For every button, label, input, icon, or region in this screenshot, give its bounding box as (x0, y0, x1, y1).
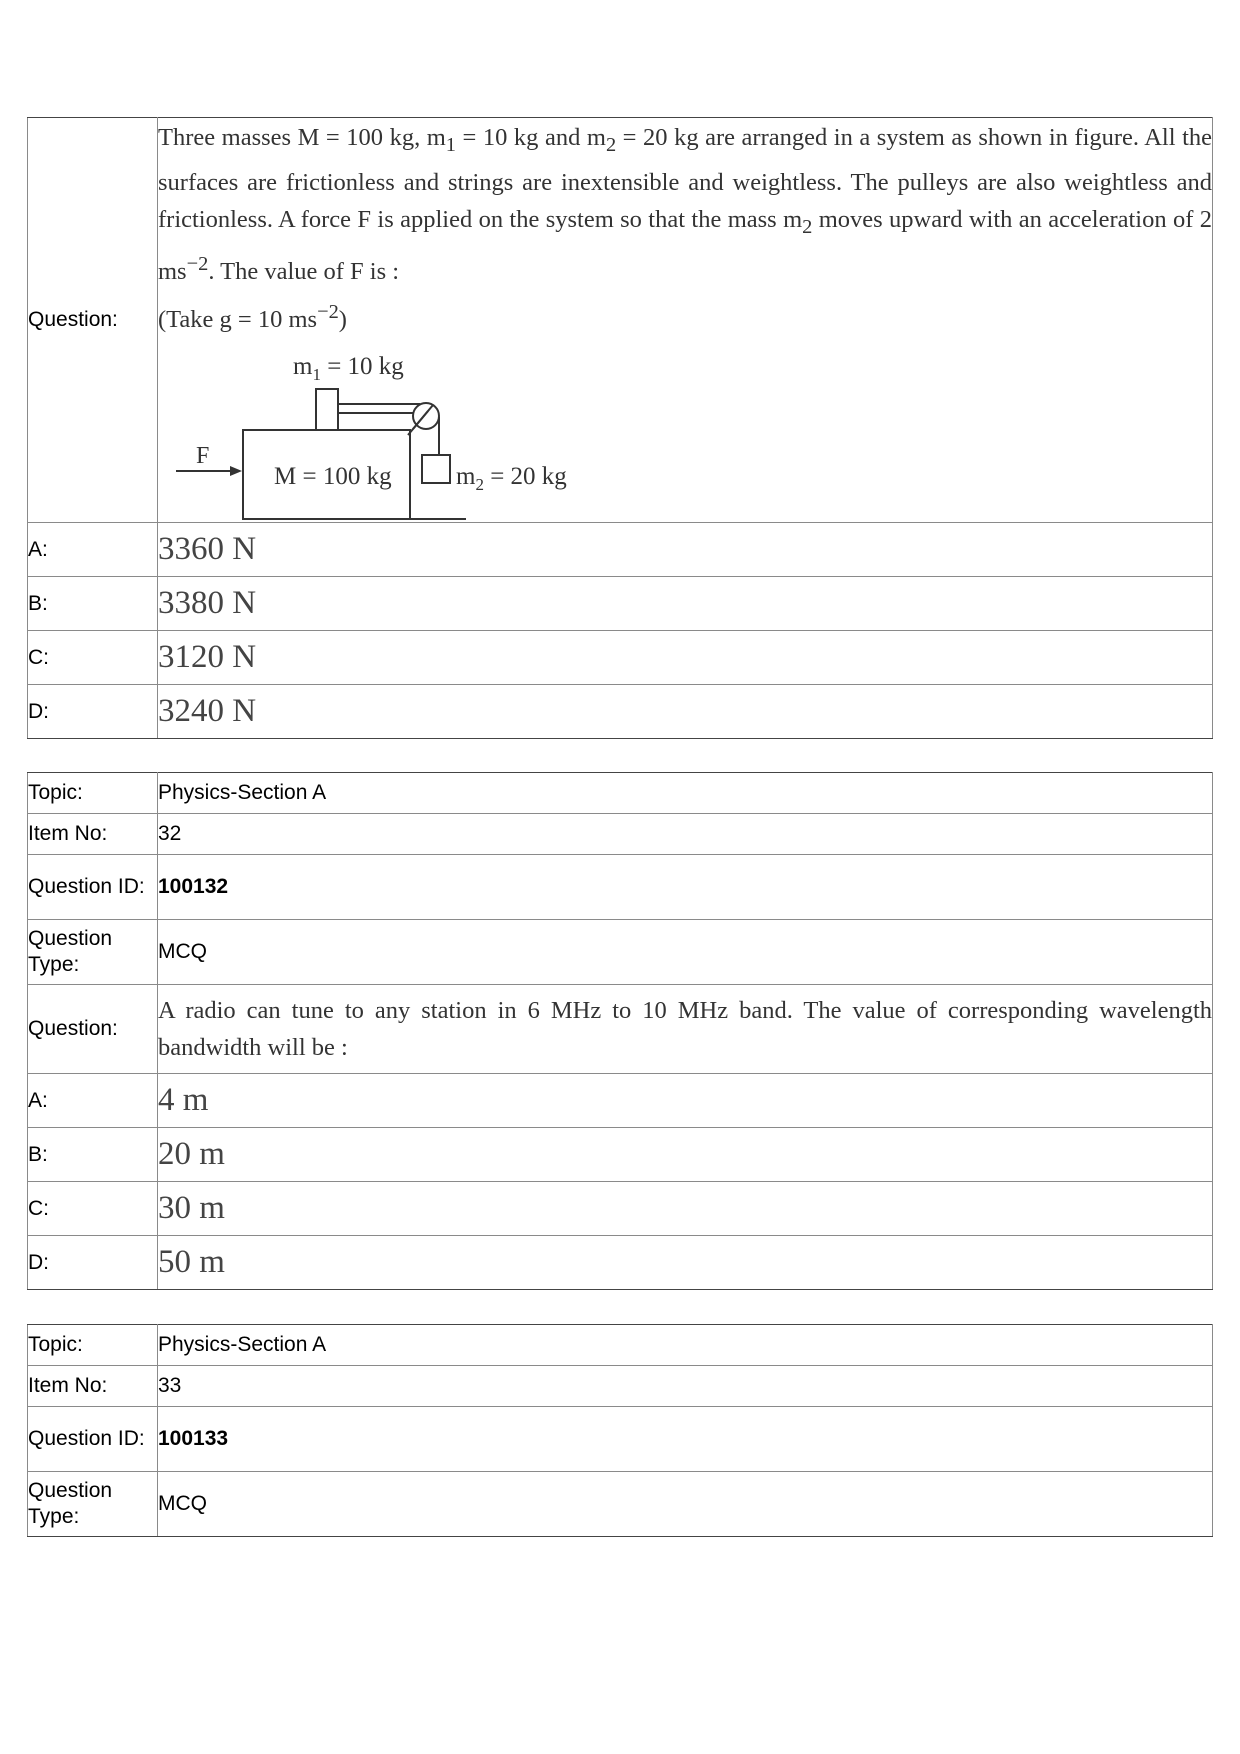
option-row-b (28, 577, 1213, 631)
question-id-row (28, 1407, 1213, 1472)
topic-row (28, 773, 1213, 814)
option-row-c (28, 1182, 1213, 1236)
question-id-label: Question ID: (28, 855, 158, 920)
option-value: 30 m (158, 1182, 1213, 1236)
item-no-label: Item No: (28, 814, 158, 855)
force-label: F (196, 442, 210, 469)
topic-value: Physics-Section A (158, 1325, 1213, 1366)
option-row-a (28, 1074, 1213, 1128)
question-text: A radio can tune to any station in 6 MHz to 10 MHz band. The value of corresponding wavelength bandwidth will be : (158, 985, 1213, 1074)
option-label: D: (28, 685, 158, 739)
item-no-label: Item No: (28, 1366, 158, 1407)
question-id-value: 100133 (158, 1407, 1213, 1472)
big-mass-label: M = 100 kg (274, 462, 392, 490)
force-arrow-head-icon (230, 466, 242, 476)
question-paragraph: Three masses M = 100 kg, $m_1 = 10$ kg and $m_2 = 20$ kg are arranged in a system as shown in figure. All the surfaces are frictionless and strings are inextensible and weightless. The pulleys are also weightless and frictionless. A force F is applied on the system so that the mass $m_2$ moves upward with an acceleration of 2 $ms^{-2}$. The value of F is : (158, 124, 1213, 286)
option-label: C: (28, 631, 158, 685)
topic-value: Physics-Section A (158, 773, 1213, 814)
question-type-label: Question Type: (28, 1472, 158, 1537)
option-label: C: (28, 1182, 158, 1236)
question-id-row (28, 855, 1213, 920)
question-type-row (28, 920, 1213, 985)
option-value: 20 m (158, 1128, 1213, 1182)
question-type-row (28, 1472, 1213, 1537)
option-label: A: (28, 1074, 158, 1128)
option-label: D: (28, 1236, 158, 1290)
option-value: 3380 N (158, 577, 1213, 631)
question-row (28, 985, 1213, 1074)
question-id-label: Question ID: (28, 1407, 158, 1472)
topic-row (28, 1325, 1213, 1366)
question-block-3 (27, 1324, 1213, 1537)
question-text (158, 118, 1213, 523)
question-type-value: MCQ (158, 920, 1213, 985)
question-type-label: Question Type: (28, 920, 158, 985)
option-row-a (28, 523, 1213, 577)
option-row-b (28, 1128, 1213, 1182)
question-type-value: MCQ (158, 1472, 1213, 1537)
question-label: Question: (28, 985, 158, 1074)
topic-label: Topic: (28, 773, 158, 814)
question-block-2 (27, 772, 1213, 1290)
pulley-system-figure (158, 341, 638, 521)
m1-block (316, 389, 338, 430)
item-no-value: 32 (158, 814, 1213, 855)
m2-block (422, 455, 450, 483)
option-value: 3120 N (158, 631, 1213, 685)
option-label: A: (28, 523, 158, 577)
item-no-value: 33 (158, 1366, 1213, 1407)
option-row-d (28, 685, 1213, 739)
question-id-value: 100132 (158, 855, 1213, 920)
question-row (28, 118, 1213, 523)
question-label: Question: (28, 118, 158, 523)
option-row-d (28, 1236, 1213, 1290)
option-label: B: (28, 1128, 158, 1182)
option-value: 4 m (158, 1074, 1213, 1128)
m2-label: $m_2 = 20$ kg (456, 462, 567, 494)
item-no-row (28, 1366, 1213, 1407)
topic-label: Topic: (28, 1325, 158, 1366)
option-value: 50 m (158, 1236, 1213, 1290)
question-block-1 (27, 117, 1213, 739)
option-row-c (28, 631, 1213, 685)
option-label: B: (28, 577, 158, 631)
given-gravity: (Take g = 10 $ms^{-2}$) (158, 301, 347, 334)
option-value: 3360 N (158, 523, 1213, 577)
option-value: 3240 N (158, 685, 1213, 739)
m1-label: $m_1 = 10$ kg (293, 352, 404, 384)
item-no-row (28, 814, 1213, 855)
